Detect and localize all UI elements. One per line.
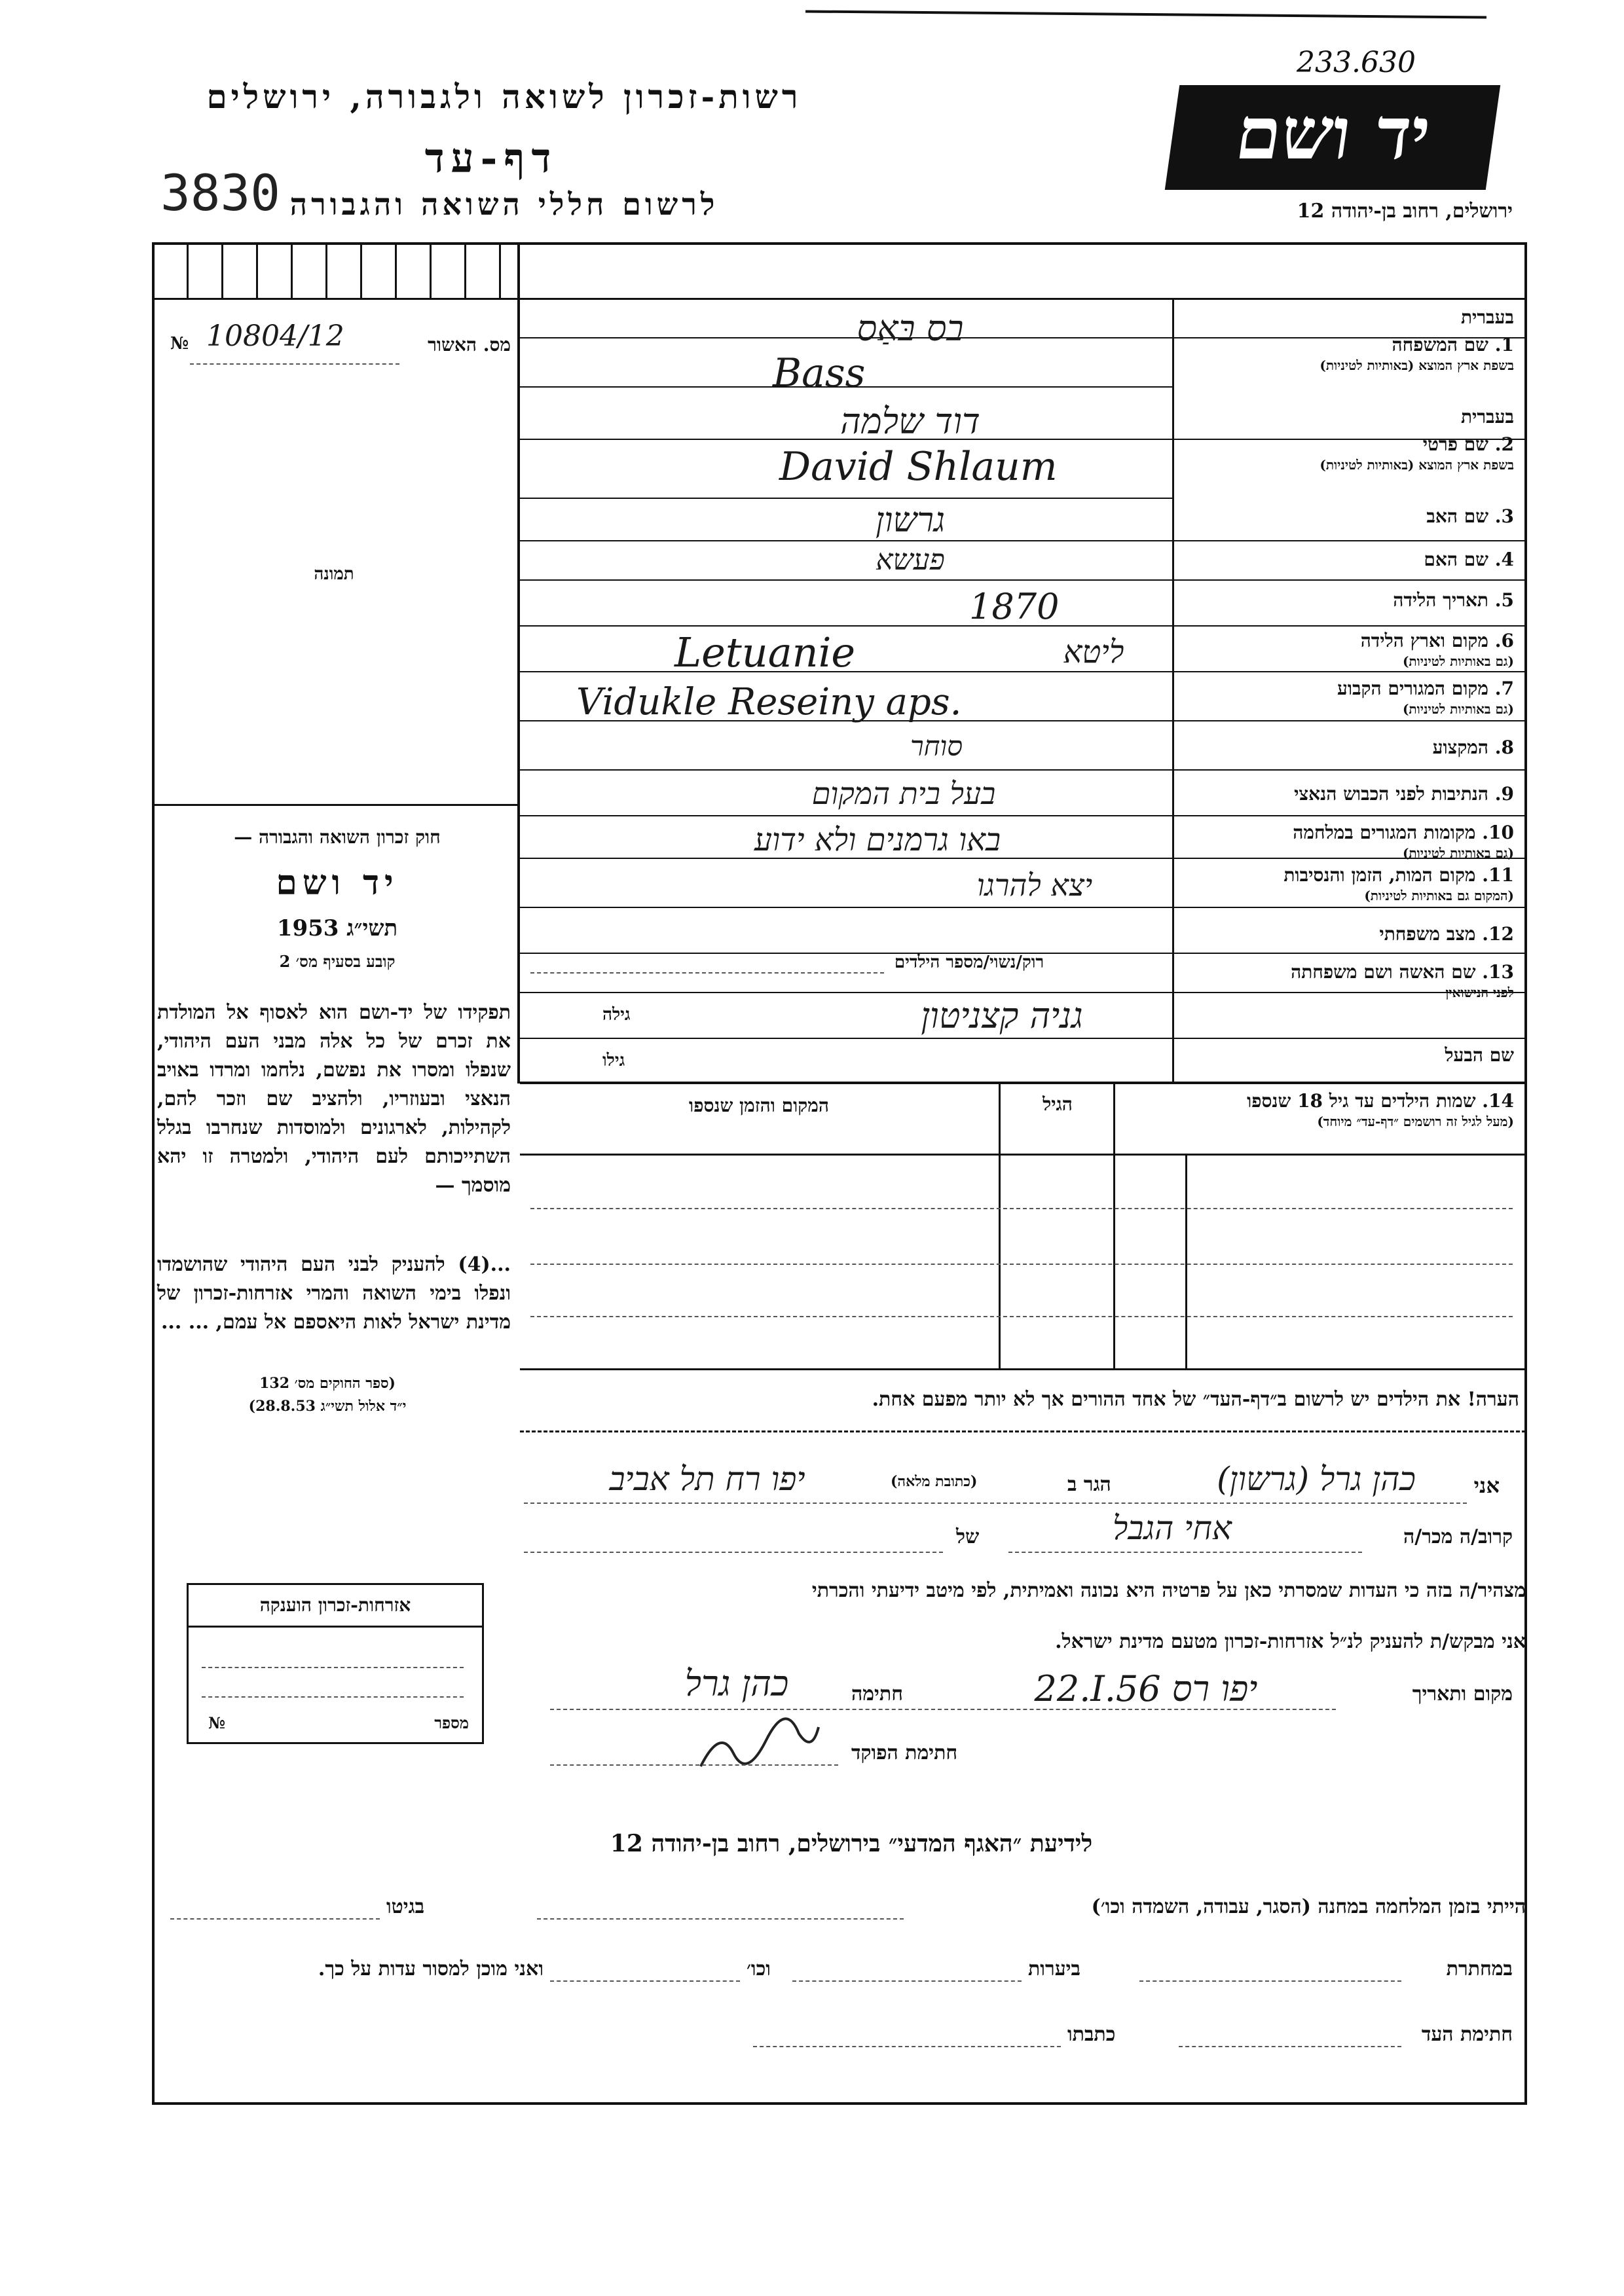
field-rule bbox=[520, 498, 1172, 499]
research-fill-2c bbox=[550, 1980, 740, 1982]
field-1-label bbox=[1160, 306, 1514, 374]
research-line-3b: כתבתו bbox=[1067, 2023, 1116, 2046]
children-col-3 bbox=[1185, 1154, 1187, 1370]
note-rule bbox=[520, 1430, 1526, 1432]
strip-cell bbox=[360, 242, 362, 298]
citizenship-title: אזרחות-זכרון הוענקה bbox=[259, 1594, 411, 1616]
field-9-num: 9. bbox=[1494, 783, 1514, 805]
field-10-name: מקומות המגורים במלחמה bbox=[1293, 822, 1476, 843]
panel-divider bbox=[517, 242, 520, 1084]
field-6-sub: (גם באותיות לטיניות) bbox=[1402, 653, 1514, 669]
field-11-value[interactable]: יצא להרגו bbox=[976, 867, 1093, 903]
decl-statement-2: אני מבקש/ת להעניק לנ״ל אזרחות-זכרון מטעם מדינת ישראל. bbox=[1055, 1630, 1526, 1653]
children-title: 14. שמות הילדים עד גיל 18 שנספו bbox=[1247, 1090, 1514, 1112]
children-label bbox=[1121, 1090, 1514, 1130]
strip-cell bbox=[325, 242, 327, 298]
field-2-value-latin[interactable]: David Shlaum bbox=[779, 444, 1058, 490]
field-8-num: 8. bbox=[1494, 737, 1514, 758]
yad-vashem-logo bbox=[1165, 85, 1500, 190]
field-10-label bbox=[1160, 822, 1514, 862]
strip-cell bbox=[499, 242, 501, 298]
decl-line-2 bbox=[1008, 1552, 1362, 1553]
husband-extra: גילו bbox=[602, 1051, 625, 1070]
field-4-num: 4. bbox=[1494, 549, 1514, 570]
decl-line-1 bbox=[524, 1503, 1467, 1504]
field-12-num: 12. bbox=[1482, 923, 1514, 945]
field-6-label bbox=[1160, 630, 1514, 670]
field-13-sub: לפני הנישואין bbox=[1445, 985, 1514, 1000]
decl-of-label: של bbox=[956, 1525, 980, 1548]
field-rule bbox=[520, 815, 1526, 816]
top-stroke bbox=[805, 10, 1486, 18]
field-13-value[interactable]: גניה קצניטון bbox=[921, 995, 1083, 1036]
field-6-value-latin[interactable]: Letuanie bbox=[674, 629, 856, 676]
research-title: לידיעת ״האגף המדעי״ בירושלים, רחוב בן-יהודה 12 bbox=[610, 1830, 1093, 1857]
field-rule bbox=[520, 540, 1526, 541]
note: הערה! את הילדים יש לרשום ב״דף-העד״ של אחד ההורים אך לא יותר מפעם אחת. bbox=[872, 1388, 1519, 1411]
decl-line-3 bbox=[524, 1552, 943, 1553]
field-2-num: 2. bbox=[1494, 433, 1514, 455]
field-10-num: 10. bbox=[1482, 822, 1514, 843]
strip-cell bbox=[430, 242, 432, 298]
field-2-label bbox=[1160, 406, 1514, 473]
field-13-num: 13. bbox=[1482, 961, 1514, 983]
field-1-name: שם המשפחה bbox=[1392, 334, 1489, 355]
law-title: חוק זכרון השואה והגבורה — bbox=[234, 826, 441, 848]
children-col-place: המקום והזמן שנספו bbox=[689, 1095, 829, 1116]
citizenship-rule bbox=[189, 1626, 482, 1628]
decl-line-5 bbox=[550, 1764, 838, 1766]
research-line-2d: ואני מוכן למסור עדות על כך. bbox=[318, 1958, 544, 1980]
field-3-label bbox=[1160, 505, 1514, 528]
field-rule bbox=[520, 1038, 1526, 1039]
husband-label bbox=[1160, 1044, 1514, 1066]
field-10-sub: (גם באותיות לטיניות) bbox=[1402, 845, 1514, 861]
approval-row bbox=[170, 314, 511, 360]
law-name: יד ושם bbox=[276, 863, 399, 903]
research-fill-3b bbox=[753, 2046, 1061, 2047]
research-line-1: הייתי בזמן המלחמה במחנה (הסגר, עבודה, השמדה וכו׳) bbox=[1091, 1895, 1526, 1918]
field-11-name: מקום המות, הזמן והנסיבות bbox=[1283, 864, 1476, 886]
field-12-extra: רוק/נשוי/מספר הילדים bbox=[894, 953, 1044, 972]
field-1-num: 1. bbox=[1494, 334, 1514, 355]
field-3-value[interactable]: גרשון bbox=[875, 501, 946, 540]
decl-address-hint: (כתובת מלאה) bbox=[891, 1473, 978, 1490]
field-13-name: שם האשה ושם משפחתה bbox=[1291, 961, 1476, 983]
research-fill-1a bbox=[537, 1918, 904, 1920]
citizenship-number-label: מספר bbox=[434, 1713, 469, 1732]
field-5-label bbox=[1160, 589, 1514, 611]
field-12-line bbox=[530, 972, 884, 974]
field-8-name: המקצוע bbox=[1432, 737, 1489, 758]
strip-cell bbox=[221, 242, 223, 298]
field-2-name: שם פרטי bbox=[1422, 433, 1489, 455]
decl-statement-1: מצהיר/ה בזה כי העדות שמסרתי כאן על פרטיה היא נכונה ואמיתית, לפי מיטב ידיעתי והכרתי bbox=[811, 1579, 1526, 1602]
field-4-label bbox=[1160, 549, 1514, 571]
field-2-sub: בשפת ארץ המוצא (באותיות לטיניות) bbox=[1320, 457, 1514, 473]
children-sub: (מעל לגיל זה רושמים ״דף-עד״ מיוחד) bbox=[1317, 1114, 1514, 1129]
field-7-label bbox=[1160, 678, 1514, 718]
field-11-label bbox=[1160, 864, 1514, 904]
law-text-2: ...(4) להעניק לבני העם היהודי שהושמדו ונפלו בימי השואה והמרי אזרחות-זכרון של מדינת ישראל לאות היאספם אל עמם, ... ... bbox=[157, 1253, 511, 1334]
field-2-value[interactable]: דוד שלמה bbox=[840, 401, 980, 442]
research-line-1-end: בגיטו bbox=[386, 1895, 425, 1918]
field-12-label bbox=[1160, 923, 1514, 945]
husband-name: שם הבעל bbox=[1445, 1044, 1514, 1066]
children-col-age: הגיל bbox=[1043, 1093, 1073, 1115]
field-5-name: תאריך הלידה bbox=[1393, 589, 1489, 611]
children-col-2 bbox=[1113, 1082, 1115, 1370]
decl-i-value[interactable]: כהן גרל (גרשון) bbox=[1217, 1460, 1416, 1498]
field-9-label bbox=[1160, 783, 1514, 805]
approval-line bbox=[190, 363, 399, 365]
archive-number-text: 233.630 bbox=[1297, 46, 1416, 79]
research-fill-3a bbox=[1179, 2046, 1401, 2047]
field-8-value[interactable]: סוחר bbox=[910, 730, 963, 762]
field-8-label bbox=[1160, 737, 1514, 759]
authority-title: רשות-זכרון לשואה ולגבורה, ירושלים bbox=[206, 77, 802, 116]
children-header-rule bbox=[520, 1154, 1526, 1156]
photo-bottom bbox=[152, 804, 519, 806]
field-5-value[interactable]: 1870 bbox=[969, 586, 1060, 627]
stamp-number: 3830 bbox=[160, 164, 281, 222]
field-7-value[interactable]: Vidukle Reseiny aps. bbox=[576, 681, 962, 723]
decl-address-value[interactable]: יפו רח תל אביב bbox=[609, 1460, 805, 1498]
field-7-num: 7. bbox=[1494, 678, 1514, 699]
citizenship-box bbox=[187, 1583, 484, 1744]
children-bottom bbox=[520, 1368, 1526, 1370]
field-11-sub: (המקום גם באותיות לטיניות) bbox=[1364, 888, 1514, 903]
decl-resides-label: הגר ב bbox=[1067, 1473, 1111, 1496]
law-year: תשי״ג 1953 bbox=[276, 915, 398, 941]
field-6-name: מקום וארץ הלידה bbox=[1360, 630, 1489, 651]
research-fill-2a bbox=[1139, 1980, 1401, 1982]
field-rule bbox=[520, 907, 1526, 908]
decl-signature-value[interactable]: כהן גרל bbox=[684, 1663, 789, 1704]
field-10-value[interactable]: באו גרמנים ולא ידוע bbox=[754, 822, 1001, 858]
field-rule bbox=[520, 579, 1526, 581]
field-4-value[interactable]: פעשא bbox=[876, 543, 945, 577]
decl-relation-value[interactable]: אחי הגבל bbox=[1113, 1509, 1232, 1547]
strip-cell bbox=[395, 242, 397, 298]
field-rule bbox=[520, 671, 1526, 672]
field-rule bbox=[520, 769, 1526, 771]
children-row bbox=[530, 1316, 1513, 1317]
children-row bbox=[530, 1264, 1513, 1265]
decl-i-label: אני bbox=[1473, 1473, 1500, 1498]
field-12-name: מצב משפחתי bbox=[1379, 923, 1476, 945]
children-top bbox=[520, 1082, 1526, 1084]
decl-place-date-value[interactable]: 22.I.56 יפו רס bbox=[1034, 1668, 1258, 1709]
address: ירושלים, רחוב בן-יהודה 12 bbox=[1297, 200, 1513, 223]
archive-number bbox=[1297, 46, 1416, 79]
field-6-value[interactable]: ליטא bbox=[1063, 634, 1124, 670]
research-line-2b: ביערות bbox=[1028, 1958, 1081, 1980]
logo-text: יד ושם bbox=[1230, 91, 1436, 175]
field-5-num: 5. bbox=[1494, 589, 1514, 611]
field-3-num: 3. bbox=[1494, 505, 1514, 527]
approval-label: מס. האשור bbox=[428, 334, 511, 355]
approval-mark: № bbox=[170, 334, 189, 354]
decl-signature-label: חתימה bbox=[851, 1683, 903, 1705]
research-fill-2b bbox=[792, 1980, 1022, 1982]
research-line-3a: חתימת העד bbox=[1421, 2023, 1513, 2046]
strip-cell bbox=[256, 242, 258, 298]
field-4-name: שם האם bbox=[1424, 549, 1489, 570]
field-1-hebrew-tag: בעברית bbox=[1460, 306, 1514, 328]
field-7-name: מקום המגורים הקבוע bbox=[1337, 678, 1489, 699]
decl-relation-label: קרוב/ה מכר/ה bbox=[1403, 1525, 1513, 1548]
decl-place-date-label: מקום ותאריך bbox=[1412, 1683, 1513, 1705]
citizenship-line bbox=[202, 1696, 464, 1698]
field-3-name: שם האב bbox=[1426, 505, 1489, 527]
citizenship-number-mark: № bbox=[208, 1713, 226, 1732]
field-1-value-latin[interactable]: Bass bbox=[773, 350, 866, 396]
strip-cell bbox=[187, 242, 189, 298]
field-1-value[interactable]: בס בּאַס bbox=[857, 308, 964, 349]
form-subtitle: לרשום חללי השואה והגבורה bbox=[289, 187, 719, 222]
field-13-label bbox=[1160, 961, 1514, 1001]
photo-label: תמונה bbox=[314, 564, 354, 584]
law-section: קובע בסעיף מס׳ 2 bbox=[279, 952, 396, 971]
field-9-value[interactable]: בעל בית המקום bbox=[811, 776, 996, 811]
children-col-1 bbox=[999, 1082, 1001, 1370]
decl-line-4 bbox=[550, 1709, 1336, 1710]
field-2-hebrew-tag: בעברית bbox=[1460, 406, 1514, 428]
field-1-sub: בשפת ארץ המוצא (באותיות לטיניות) bbox=[1320, 357, 1514, 373]
research-fill-1b bbox=[170, 1918, 380, 1920]
research-line-2c: וכו׳ bbox=[747, 1958, 771, 1980]
strip-bottom bbox=[152, 298, 1527, 300]
strip-cell bbox=[464, 242, 466, 298]
law-date: י״ד אלול תשי״ג 28.8.53) bbox=[248, 1398, 407, 1415]
form-title: דף-עד bbox=[424, 134, 558, 182]
field-6-num: 6. bbox=[1494, 630, 1514, 651]
law-source: (ספר החוקים מס׳ 132 bbox=[259, 1375, 396, 1392]
research-line-2a: במחתרת bbox=[1446, 1958, 1513, 1980]
approval-value: 10804/12 bbox=[206, 319, 344, 353]
children-row bbox=[530, 1208, 1513, 1209]
law-text: תפקידו של יד-ושם הוא לאסוף אל המולדת את זכרם של כל אלה מבני העם היהודי, שנפלו ומסרו את נפשם, נלחמו ומרדו באויב הנאצי ובעוזריו, ולהציב שם וזכר להם, לקהילות, לארגונים ולמוסדות שנחרבו בגלל השתייכותם לעם היהודי, ולמטרה זו יהא מוסמך — bbox=[157, 1001, 511, 1197]
field-7-sub: (גם באותיות לטיניות) bbox=[1402, 701, 1514, 717]
field-9-name: הנתיבות לפני הכבוש הנאצי bbox=[1294, 783, 1489, 805]
strip-cell bbox=[291, 242, 293, 298]
decl-officer-label: חתימת הפוקד bbox=[851, 1741, 958, 1764]
field-13-extra: גילה bbox=[602, 1005, 631, 1025]
field-11-num: 11. bbox=[1482, 864, 1514, 886]
citizenship-line bbox=[202, 1667, 464, 1668]
